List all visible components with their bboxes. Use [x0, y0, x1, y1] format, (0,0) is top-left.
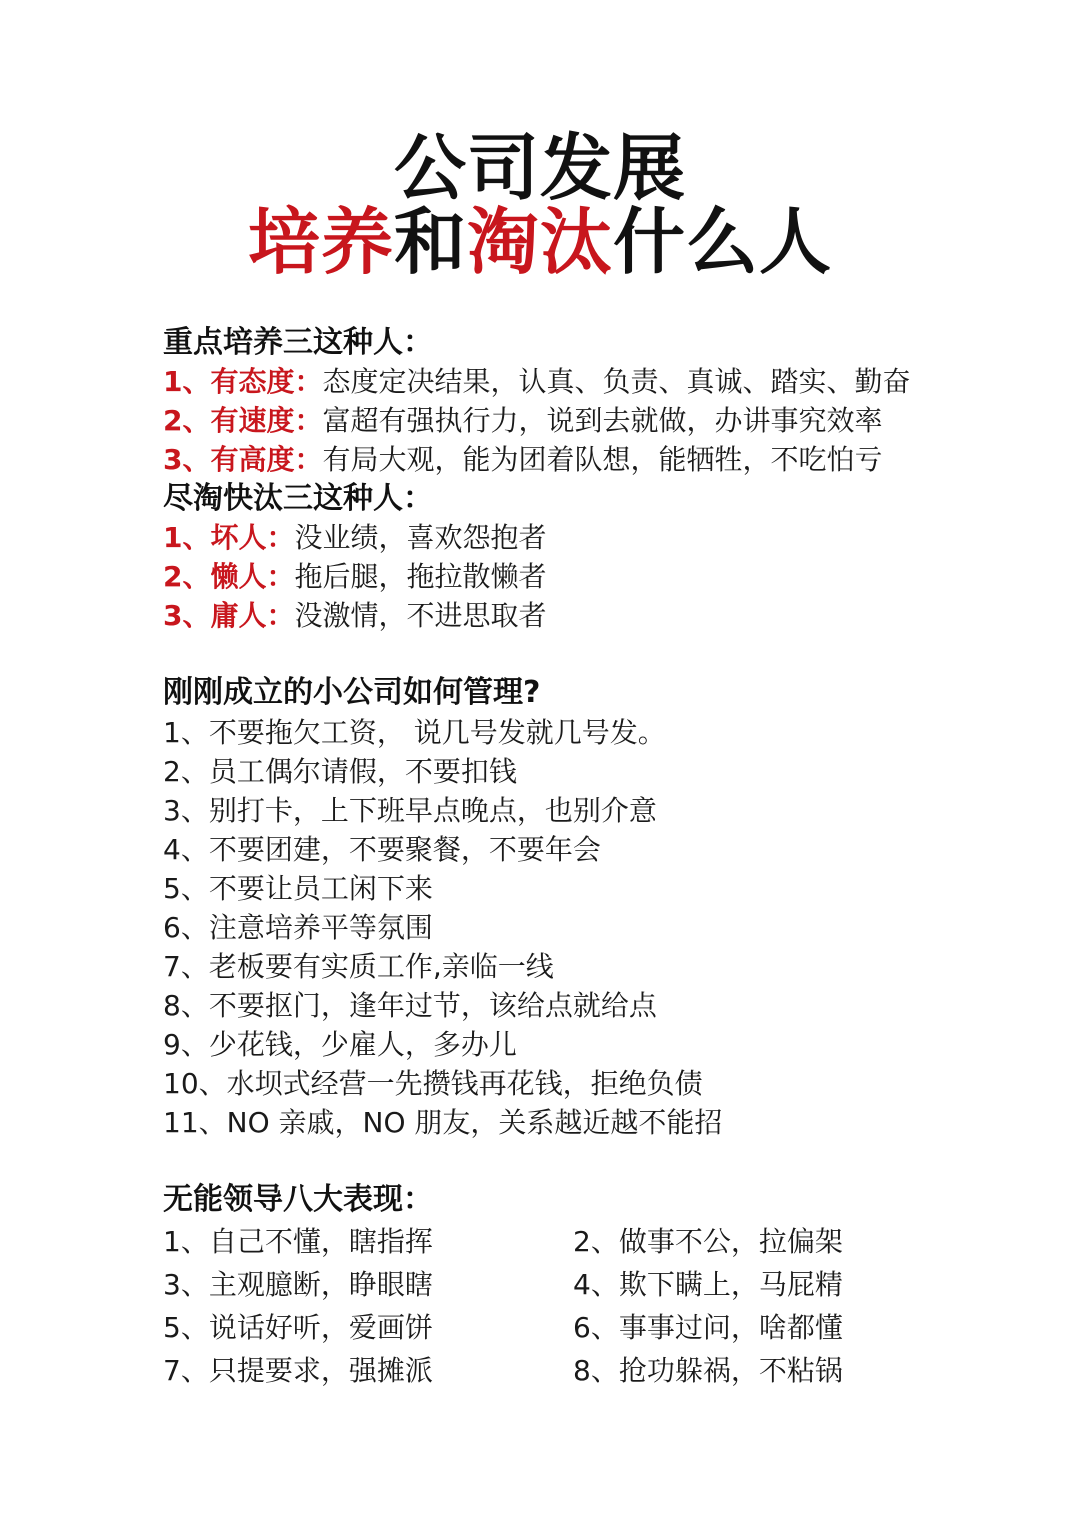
eliminate-item-text: 没业绩，喜欢怨抱者 [294, 521, 547, 554]
title-line-1 [0, 128, 1080, 208]
manage-item: 5、不要让员工闲下来 [163, 872, 433, 905]
manage-item: 8、不要抠门，逢年过节，该给点就给点 [163, 989, 657, 1022]
cultivate-item-text: 富超有强执行力，说到去就做，办讲事究效率 [322, 404, 883, 437]
cultivate-item-label: 1、有态度： [163, 365, 323, 398]
eliminate-item-label: 2、懒人： [163, 560, 295, 593]
incompetent-item: 5、说话好听，爱画饼 [163, 1311, 433, 1344]
eliminate-item-label: 1、坏人： [163, 521, 295, 554]
cultivate-item-text: 有局大观，能为团着队想，能牺牲，不吃怕亏 [322, 443, 883, 476]
cultivate-item-text: 态度定决结果，认真、负责、真诚、踏实、勤奋 [322, 365, 911, 398]
cultivate-item [163, 363, 911, 401]
manage-item: 6、注意培养平等氛围 [163, 911, 433, 944]
cultivate-item-label: 3、有高度： [163, 443, 323, 476]
eliminate-item-label: 3、庸人： [163, 599, 295, 632]
manage-heading: 刚刚成立的小公司如何管理? [163, 675, 541, 710]
incompetent-item: 1、自己不懂，瞎指挥 [163, 1225, 433, 1258]
manage-item: 9、少花钱，少雇人，多办儿 [163, 1028, 517, 1061]
cultivate-item [163, 402, 883, 440]
title-what-people: 什么人 [613, 200, 833, 284]
eliminate-item [163, 597, 547, 635]
manage-item: 11、NO 亲戚，NO 朋友，关系越近越不能招 [163, 1106, 723, 1139]
manage-item: 2、员工偶尔请假，不要扣钱 [163, 755, 517, 788]
manage-item: 1、不要拖欠工资， 说几号发就几号发。 [163, 716, 666, 749]
cultivate-heading: 重点培养三这种人： [163, 325, 433, 360]
incompetent-heading: 无能领导八大表现： [163, 1182, 433, 1217]
title-eliminate: 淘汰 [467, 200, 614, 284]
incompetent-item: 6、事事过问，啥都懂 [573, 1311, 843, 1344]
manage-item: 10、水坝式经营一先攒钱再花钱，拒绝负债 [163, 1067, 703, 1100]
eliminate-item [163, 519, 547, 557]
incompetent-item: 2、做事不公，拉偏架 [573, 1225, 843, 1258]
title-line-2 [0, 202, 1080, 282]
manage-item: 4、不要团建，不要聚餐，不要年会 [163, 833, 601, 866]
title-and: 和 [393, 200, 467, 284]
incompetent-item: 7、只提要求，强摊派 [163, 1354, 433, 1387]
eliminate-heading: 尽淘快汰三这种人： [163, 481, 433, 516]
title-main: 公司发展 [393, 126, 686, 210]
manage-item: 3、别打卡，上下班早点晚点，也别介意 [163, 794, 657, 827]
incompetent-item: 4、欺下瞒上，马屁精 [573, 1268, 843, 1301]
incompetent-item: 3、主观臆断，睁眼瞎 [163, 1268, 433, 1301]
eliminate-item-text: 拖后腿，拖拉散懒者 [294, 560, 547, 593]
title-cultivate: 培养 [247, 200, 394, 284]
eliminate-item-text: 没激情，不进思取者 [294, 599, 547, 632]
cultivate-item-label: 2、有速度： [163, 404, 323, 437]
eliminate-item [163, 558, 547, 596]
manage-item: 7、老板要有实质工作,亲临一线 [163, 950, 554, 983]
cultivate-item [163, 441, 883, 479]
incompetent-item: 8、抢功躲祸，不粘锅 [573, 1354, 843, 1387]
